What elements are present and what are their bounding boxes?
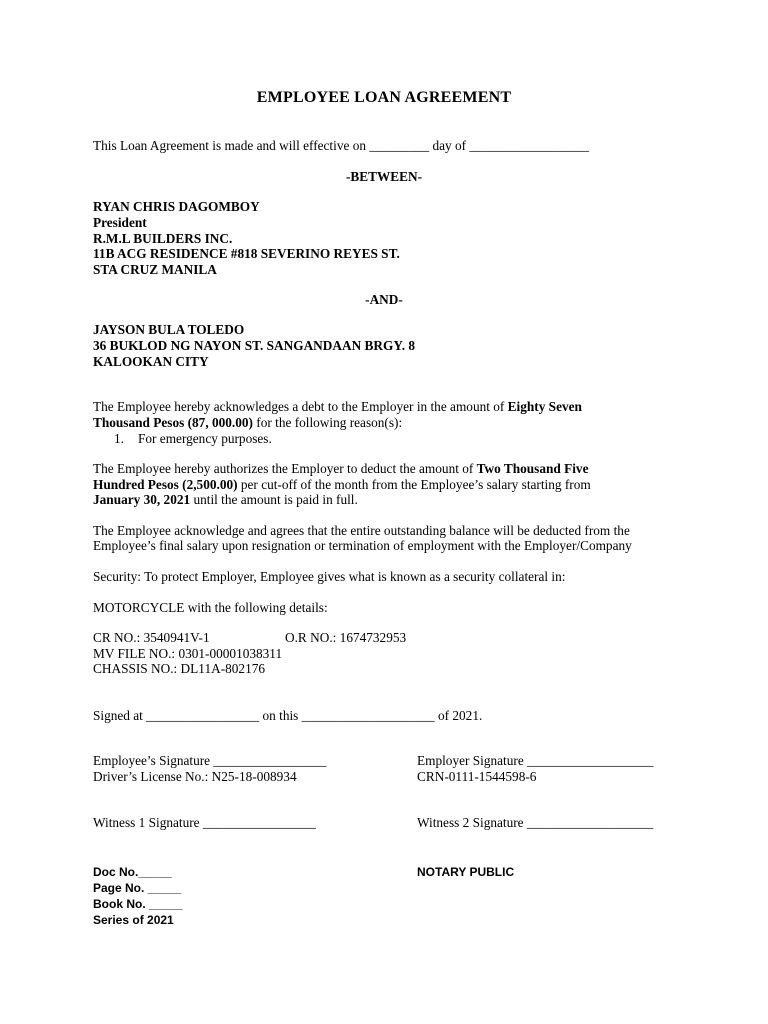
motorcycle-line: MOTORCYCLE with the following details: — [93, 600, 328, 615]
balance-line-2: Employee’s final salary upon resignation or termination of employment with the Employer/Company — [93, 538, 632, 553]
debt-line-1 — [93, 399, 582, 415]
notary-public-label: NOTARY PUBLIC — [417, 865, 515, 879]
between-label: -BETWEEN- — [345, 169, 423, 184]
balance-line-1: The Employee acknowledge and agrees that the entire outstanding balance will be deducted from the — [93, 523, 630, 538]
employee-address-2: KALOOKAN CITY — [93, 354, 209, 369]
series-line: Series of 2021 — [93, 913, 174, 927]
employee-signature-line: Employee’s Signature _________________ — [93, 753, 327, 768]
page-number-line: Page No. _____ — [93, 881, 182, 895]
crn-line: CRN-0111-1544598-6 — [417, 769, 537, 784]
debt-text: The Employee hereby acknowledges a debt to the Employer in the amount of — [93, 399, 508, 414]
deduction-line-2 — [93, 477, 591, 493]
deduction-line-1 — [93, 461, 588, 477]
document-title: EMPLOYEE LOAN AGREEMENT — [256, 89, 512, 106]
deduction-mid-text: per cut-off of the month from the Employee’s salary starting from — [237, 477, 591, 492]
debt-reason-intro: for the following reason(s): — [252, 415, 403, 430]
employer-company: R.M.L BUILDERS INC. — [93, 231, 233, 246]
reason-list-item — [114, 431, 272, 447]
reason-text: For emergency purposes. — [138, 431, 272, 446]
deduction-amount-part-1: Two Thousand Five — [476, 461, 589, 476]
deduction-line-3 — [93, 492, 358, 508]
debt-amount-part-1: Eighty Seven — [507, 399, 582, 414]
debt-line-2 — [93, 415, 402, 431]
cr-number: CR NO.: 3540941V-1 — [93, 630, 210, 645]
witness-1-signature-line: Witness 1 Signature _________________ — [93, 815, 316, 830]
reason-number: 1. — [114, 431, 124, 446]
and-label: -AND- — [365, 292, 403, 307]
book-number-line: Book No. _____ — [93, 897, 183, 911]
vehicle-cr-or-line — [93, 630, 406, 646]
employer-position: President — [93, 215, 147, 230]
mv-file-number: MV FILE NO.: 0301-00001038311 — [93, 646, 283, 661]
employer-signature-line: Employer Signature ___________________ — [417, 753, 654, 768]
employer-address-1: 11B ACG RESIDENCE #818 SEVERINO REYES ST. — [93, 246, 400, 261]
deduction-text: The Employee hereby authorizes the Employer to deduct the amount of — [93, 461, 477, 476]
employer-name: RYAN CHRIS DAGOMBOY — [93, 199, 260, 214]
deduction-start-date: January 30, 2021 — [93, 492, 191, 507]
drivers-license-line: Driver’s License No.: N25-18-008934 — [93, 769, 297, 784]
or-number: O.R NO.: 1674732953 — [285, 630, 407, 645]
deduction-amount-part-2: Hundred Pesos (2,500.00) — [93, 477, 238, 492]
employee-name: JAYSON BULA TOLEDO — [93, 322, 245, 337]
intro-line: This Loan Agreement is made and will effective on _________ day of __________________ — [93, 138, 590, 153]
deduction-end-text: until the amount is paid in full. — [190, 492, 358, 507]
security-line: Security: To protect Employer, Employee gives what is known as a security collateral in: — [93, 569, 566, 584]
doc-number-line: Doc No._____ — [93, 865, 172, 879]
employer-address-2: STA CRUZ MANILA — [93, 262, 217, 277]
employee-address-1: 36 BUKLOD NG NAYON ST. SANGANDAAN BRGY. 8 — [93, 338, 416, 353]
chassis-number: CHASSIS NO.: DL11A-802176 — [93, 661, 266, 676]
signed-at-line: Signed at _________________ on this ____________________ of 2021. — [93, 708, 483, 723]
debt-amount-part-2: Thousand Pesos (87, 000.00) — [93, 415, 253, 430]
witness-2-signature-line: Witness 2 Signature ___________________ — [417, 815, 654, 830]
